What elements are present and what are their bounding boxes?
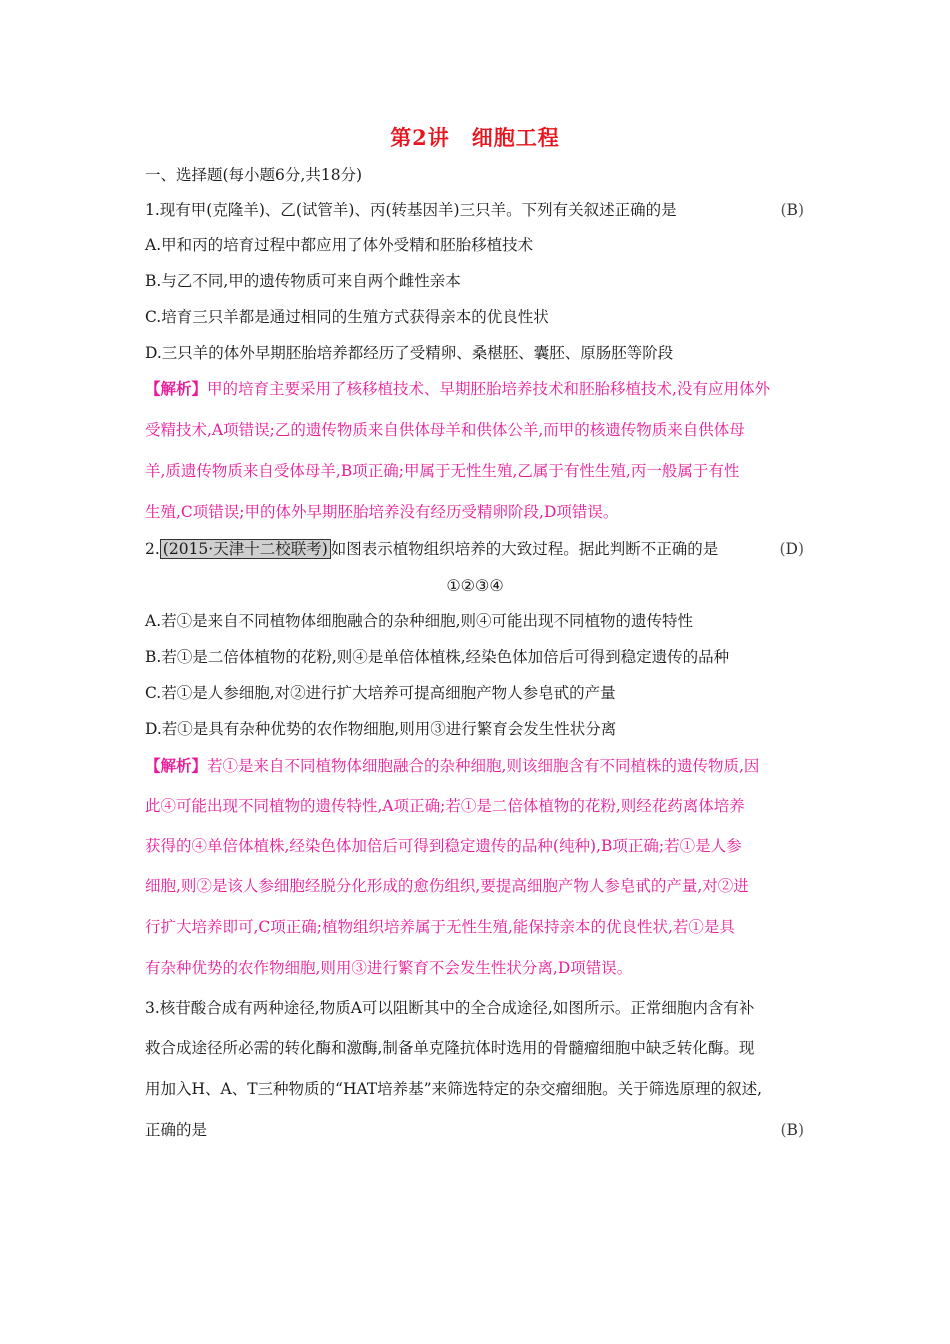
q2-number: 2. [145,540,160,558]
q2-option-b: B.若①是二倍体植物的花粉,则④是单倍体植株,经染色体加倍后可得到稳定遗传的品种 [145,648,730,666]
q1-analysis-line [145,378,810,400]
section-header: 一、选择题(每小题6分,共18分) [145,166,363,184]
q1-analysis-line: 受精技术,A项错误;乙的遗传物质来自供体母羊和供体公羊,而甲的核遗传物质来自供体母 [145,421,745,439]
q2-source-badge: (2015·天津十二校联考) [160,539,331,559]
q2-answer: (D) [779,540,804,558]
q2-option-d: D.若①是具有杂种优势的农作物细胞,则用③进行繁育会发生性状分离 [145,720,617,738]
q3-answer-letter: B [786,1121,798,1139]
q2-option-c: C.若①是人参细胞,对②进行扩大培养可提高细胞产物人参皂甙的产量 [145,684,616,702]
q1-analysis-line: 羊,质遗传物质来自受体母羊,B项正确;甲属于无性生殖,乙属于有性生殖,丙一般属于有性 [145,462,740,480]
q3-answer: (B) [780,1121,804,1139]
q2-analysis-line: 获得的④单倍体植株,经染色体加倍后可得到稳定遗传的品种(纯种),B项正确;若①是人参 [145,837,742,855]
q2-figure-labels: ①②③④ [446,576,504,595]
q2-analysis-line [145,755,810,777]
q1-analysis-tag: 【解析】 [145,379,208,398]
q2-analysis-text: 若①是来自不同植物体细胞融合的杂种细胞,则该细胞含有不同植株的遗传物质,因 [207,757,760,775]
q1-option-a: A.甲和丙的培育过程中都应用了体外受精和胚胎移植技术 [145,236,534,254]
q2-answer-letter: D [785,540,798,558]
q1-answer: (B) [780,201,804,219]
q1-option-d: D.三只羊的体外早期胚胎培养都经历了受精卵、桑椹胚、囊胚、原肠胚等阶段 [145,344,674,362]
q2-analysis-tag: 【解析】 [145,756,208,775]
q2-stem-line [145,538,810,560]
q1-answer-letter: B [786,201,798,219]
q1-analysis-text: 甲的培育主要采用了核移植技术、早期胚胎培养技术和胚胎移植技术,没有应用体外 [207,380,770,398]
q1-option-b: B.与乙不同,甲的遗传物质可来自两个雌性亲本 [145,272,461,290]
q3-stem-line: 用加入H、A、T三种物质的“HAT培养基”来筛选特定的杂交瘤细胞。关于筛选原理的叙述, [145,1080,763,1098]
q1-option-c: C.培育三只羊都是通过相同的生殖方式获得亲本的优良性状 [145,308,549,326]
page-title: 第2讲 细胞工程 [390,125,560,150]
q2-option-a: A.若①是来自不同植物体细胞融合的杂种细胞,则④可能出现不同植物的遗传特性 [145,612,694,630]
q3-stem-line: 3.核苷酸合成有两种途径,物质A可以阻断其中的全合成途径,如图所示。正常细胞内含有补 [145,999,755,1017]
q2-stem: 如图表示植物组织培养的大致过程。据此判断不正确的是 [330,540,719,558]
q2-analysis-line: 细胞,则②是该人参细胞经脱分化形成的愈伤组织,要提高细胞产物人参皂甙的产量,对②进 [145,877,749,895]
q1-stem: 1.现有甲(克隆羊)、乙(试管羊)、丙(转基因羊)三只羊。下列有关叙述正确的是 [145,201,677,219]
q2-analysis-line: 行扩大培养即可,C项正确;植物组织培养属于无性生殖,能保持亲本的优良性状,若①是具 [145,918,735,936]
q3-stem-line: 救合成途径所必需的转化酶和激酶,制备单克隆抗体时选用的骨髓瘤细胞中缺乏转化酶。现 [145,1039,755,1057]
q1-analysis-line: 生殖,C项错误;甲的体外早期胚胎培养没有经历受精卵阶段,D项错误。 [145,503,619,521]
q2-analysis-line: 有杂种优势的农作物细胞,则用③进行繁育不会发生性状分离,D项错误。 [145,959,633,977]
q2-analysis-line: 此④可能出现不同植物的遗传特性,A项正确;若①是二倍体植物的花粉,则经花药离体培养 [145,797,745,815]
q3-stem-line: 正确的是 [145,1121,208,1139]
